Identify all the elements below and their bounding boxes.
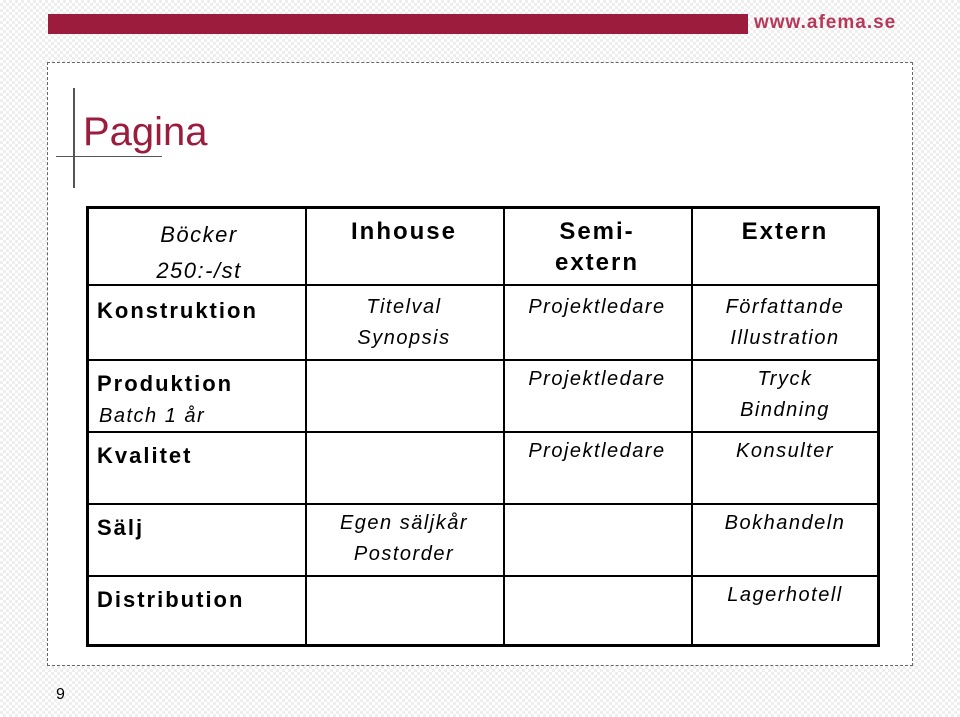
grid-line: [89, 503, 877, 505]
grid-line: [89, 359, 877, 361]
cell-kvalitet-semi: Projektledare: [528, 440, 666, 462]
title-crosshair-horizontal: [56, 156, 162, 157]
cell-kvalitet-extern: Konsulter: [736, 440, 834, 462]
cell-distribution-extern: Lagerhotell: [727, 584, 843, 606]
cell-konstruktion-semi: Projektledare: [528, 296, 666, 318]
grid-line: [89, 431, 877, 433]
matrix-table: [86, 206, 880, 647]
slide-title: Pagina: [83, 110, 208, 154]
cell-produktion-semi: Projektledare: [528, 368, 666, 390]
row-label-salj: Sälj: [97, 515, 145, 540]
cell-produktion-extern: Tryck Bindning: [740, 368, 830, 421]
column-header-extern: Extern: [741, 218, 829, 245]
header-bar: [48, 14, 748, 34]
grid-line: [305, 209, 307, 644]
title-crosshair-vertical: [73, 88, 75, 188]
cell-salj-inhouse: Egen säljkår Postorder: [339, 512, 469, 565]
grid-line: [89, 575, 877, 577]
website-url[interactable]: www.afema.se: [754, 12, 897, 33]
column-header-inhouse: Inhouse: [350, 218, 457, 245]
row-sublabel-batch: Batch 1 år: [99, 405, 206, 427]
row-label-produktion: Produktion: [97, 371, 234, 396]
row-label-konstruktion: Konstruktion: [97, 298, 258, 323]
row-label-distribution: Distribution: [97, 587, 245, 612]
row-label-kvalitet: Kvalitet: [97, 443, 193, 468]
cell-konstruktion-extern: Författande Illustration: [725, 296, 845, 349]
corner-label-books: Böcker 250:-/st: [156, 222, 242, 283]
page-number: 9: [56, 686, 65, 703]
cell-konstruktion-inhouse: Titelval Synopsis: [357, 296, 451, 349]
column-header-semi-extern: Semi- extern: [554, 218, 640, 276]
cell-salj-extern: Bokhandeln: [724, 512, 846, 534]
grid-line: [691, 209, 693, 644]
